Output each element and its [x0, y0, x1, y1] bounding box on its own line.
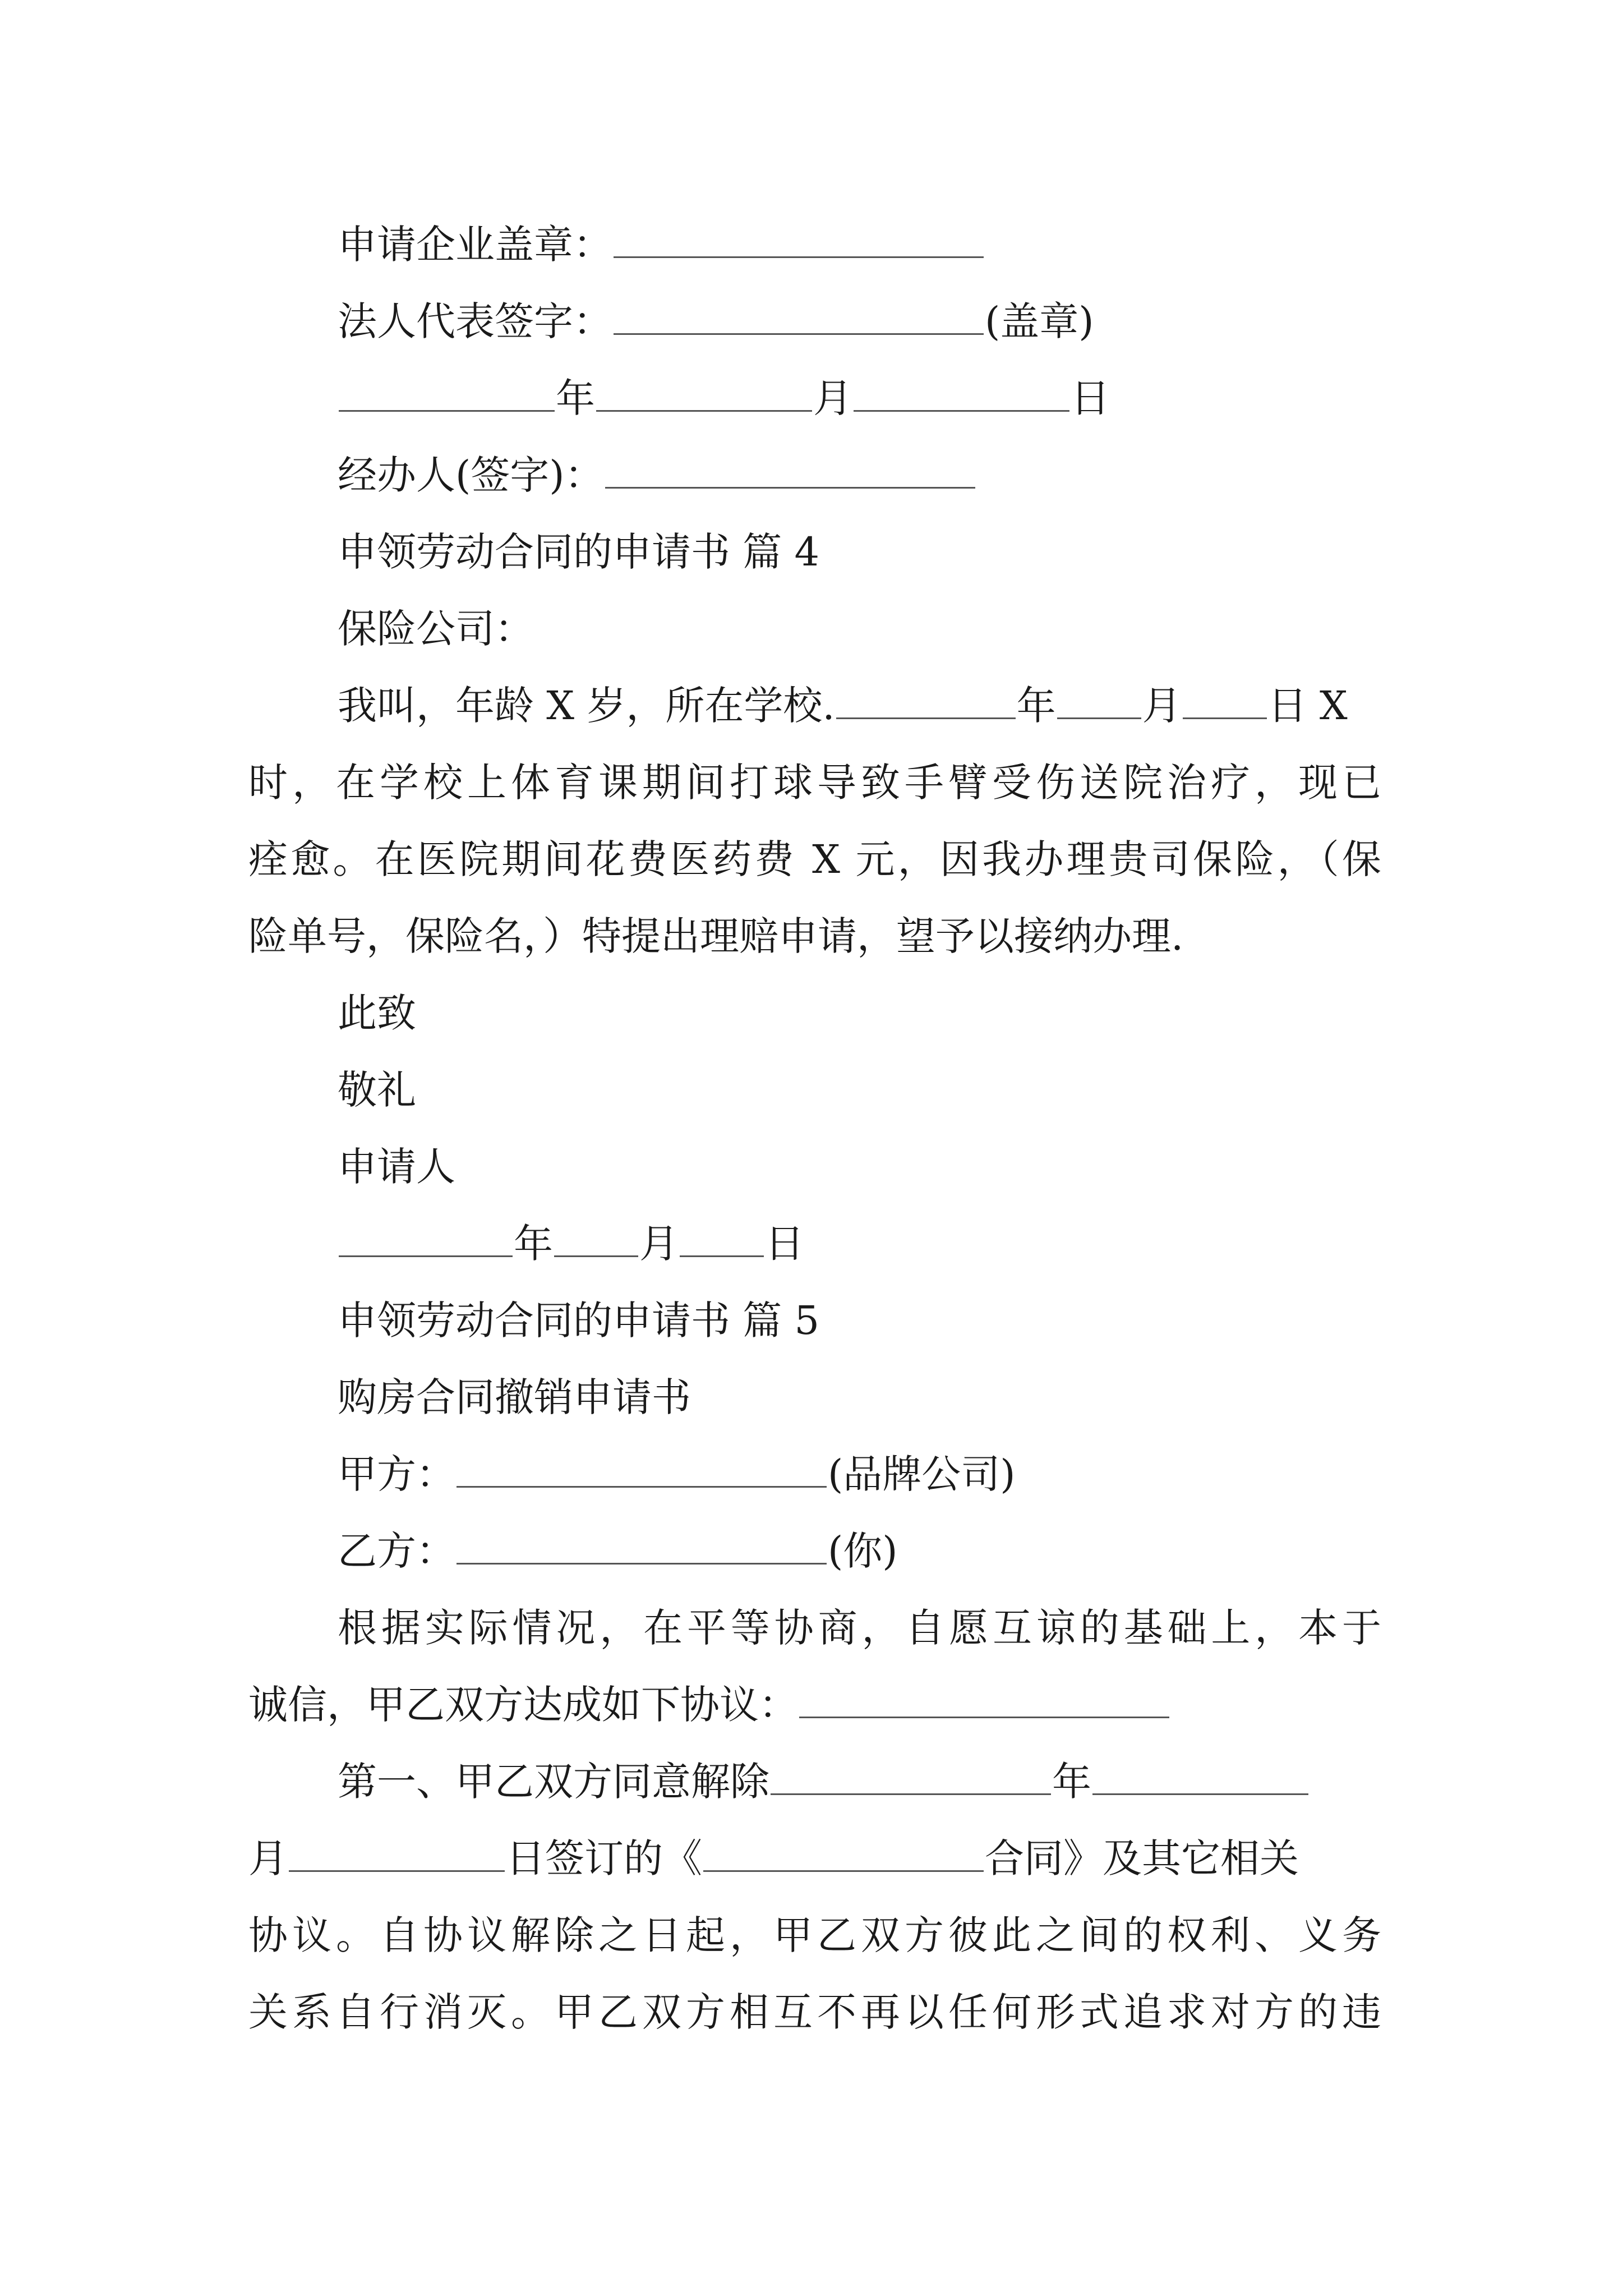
blank-underline — [771, 1760, 1051, 1795]
document-line — [248, 744, 1381, 821]
line-text: 我叫，年龄 X 岁，所在学校. — [338, 683, 835, 729]
line-text: 保险公司： — [338, 606, 534, 652]
blank-underline — [339, 376, 555, 412]
blank-underline — [703, 1837, 984, 1872]
blank-underline — [457, 1452, 827, 1488]
line-text: (品牌公司) — [828, 1451, 1016, 1497]
line-text: 申领劳动合同的申请书 篇 4 — [338, 529, 820, 575]
blank-underline — [799, 1683, 1169, 1718]
line-text: 此致 — [338, 990, 416, 1036]
line-text: 日 — [765, 1221, 804, 1267]
document-line — [248, 1667, 1381, 1743]
blank-underline — [1057, 684, 1141, 719]
blank-underline — [836, 684, 1016, 719]
document-line — [338, 206, 1381, 283]
line-text: 年 — [1052, 1759, 1091, 1805]
line-text: 日签订的《 — [506, 1835, 702, 1881]
line-text: (你) — [828, 1528, 898, 1574]
line-text: 痊愈。在医院期间花费医药费 X 元，因我办理贵司保险，（保 — [248, 836, 1381, 882]
line-text: 第一、甲乙双方同意解除 — [338, 1759, 769, 1805]
document-line — [338, 283, 1381, 360]
document-line — [338, 1359, 1381, 1436]
line-text: 经办人(签字)： — [338, 452, 604, 498]
line-text: 申请企业盖章： — [338, 222, 612, 268]
document-line — [338, 591, 1381, 668]
line-text: 甲方： — [338, 1451, 455, 1497]
blank-underline — [289, 1837, 505, 1872]
document-line — [338, 1513, 1381, 1590]
document-line — [338, 437, 1381, 514]
document-line — [338, 668, 1381, 744]
line-text: 月 — [813, 375, 852, 421]
document-line — [338, 975, 1381, 1052]
line-text: (盖章) — [985, 298, 1094, 344]
blank-underline — [614, 300, 984, 335]
line-text: 险单号，保险名，）特提出理赔申请，望予以接纳办理. — [248, 913, 1184, 959]
document-line — [338, 1590, 1381, 1667]
line-text: 日 X — [1267, 683, 1348, 729]
blank-underline — [339, 1222, 513, 1257]
line-text: 法人代表签字： — [338, 298, 612, 344]
line-text: 月 — [639, 1221, 679, 1267]
line-text: 乙方： — [338, 1528, 455, 1574]
document-line — [338, 360, 1381, 437]
line-text: 年 — [514, 1221, 553, 1267]
blank-underline — [1183, 684, 1267, 719]
blank-underline — [854, 376, 1069, 412]
line-text: 敬礼 — [338, 1067, 416, 1113]
document-line — [248, 1820, 1381, 1897]
line-text: 申领劳动合同的申请书 篇 5 — [338, 1297, 820, 1343]
line-text: 月 — [248, 1835, 288, 1881]
document-line — [338, 1436, 1381, 1513]
document-line — [248, 1974, 1381, 2051]
document-line — [338, 1743, 1381, 1820]
blank-underline — [1092, 1760, 1308, 1795]
line-text: 协议。自协议解除之日起，甲乙双方彼此之间的权利、义务 — [248, 1912, 1381, 1958]
blank-underline — [605, 453, 975, 489]
line-text: 关系自行消灭。甲乙双方相互不再以任何形式追求对方的违 — [248, 1989, 1381, 2035]
blank-underline — [554, 1222, 638, 1257]
document-line — [338, 1205, 1381, 1282]
line-text: 年 — [1016, 683, 1056, 729]
line-text: 申请人 — [338, 1144, 455, 1190]
blank-underline — [680, 1222, 764, 1257]
line-text: 根据实际情况，在平等协商，自愿互谅的基础上，本于 — [338, 1605, 1381, 1651]
line-text: 购房合同撤销申请书 — [338, 1374, 691, 1420]
blank-underline — [614, 223, 984, 258]
document-line — [338, 1282, 1381, 1359]
document-line — [248, 898, 1381, 975]
document-line — [338, 1129, 1381, 1205]
blank-underline — [457, 1529, 827, 1565]
document-line — [338, 1052, 1381, 1129]
line-text: 年 — [556, 375, 595, 421]
line-text: 时，在学校上体育课期间打球导致手臂受伤送院治疗，现已 — [248, 760, 1381, 806]
line-text: 日 — [1071, 375, 1110, 421]
line-text: 诚信，甲乙双方达成如下协议： — [248, 1682, 798, 1728]
document-line — [338, 514, 1381, 591]
line-text: 合同》及其它相关 — [985, 1835, 1299, 1881]
line-text: 月 — [1142, 683, 1182, 729]
document-line — [248, 1897, 1381, 1974]
blank-underline — [596, 376, 812, 412]
document-line — [248, 821, 1381, 898]
